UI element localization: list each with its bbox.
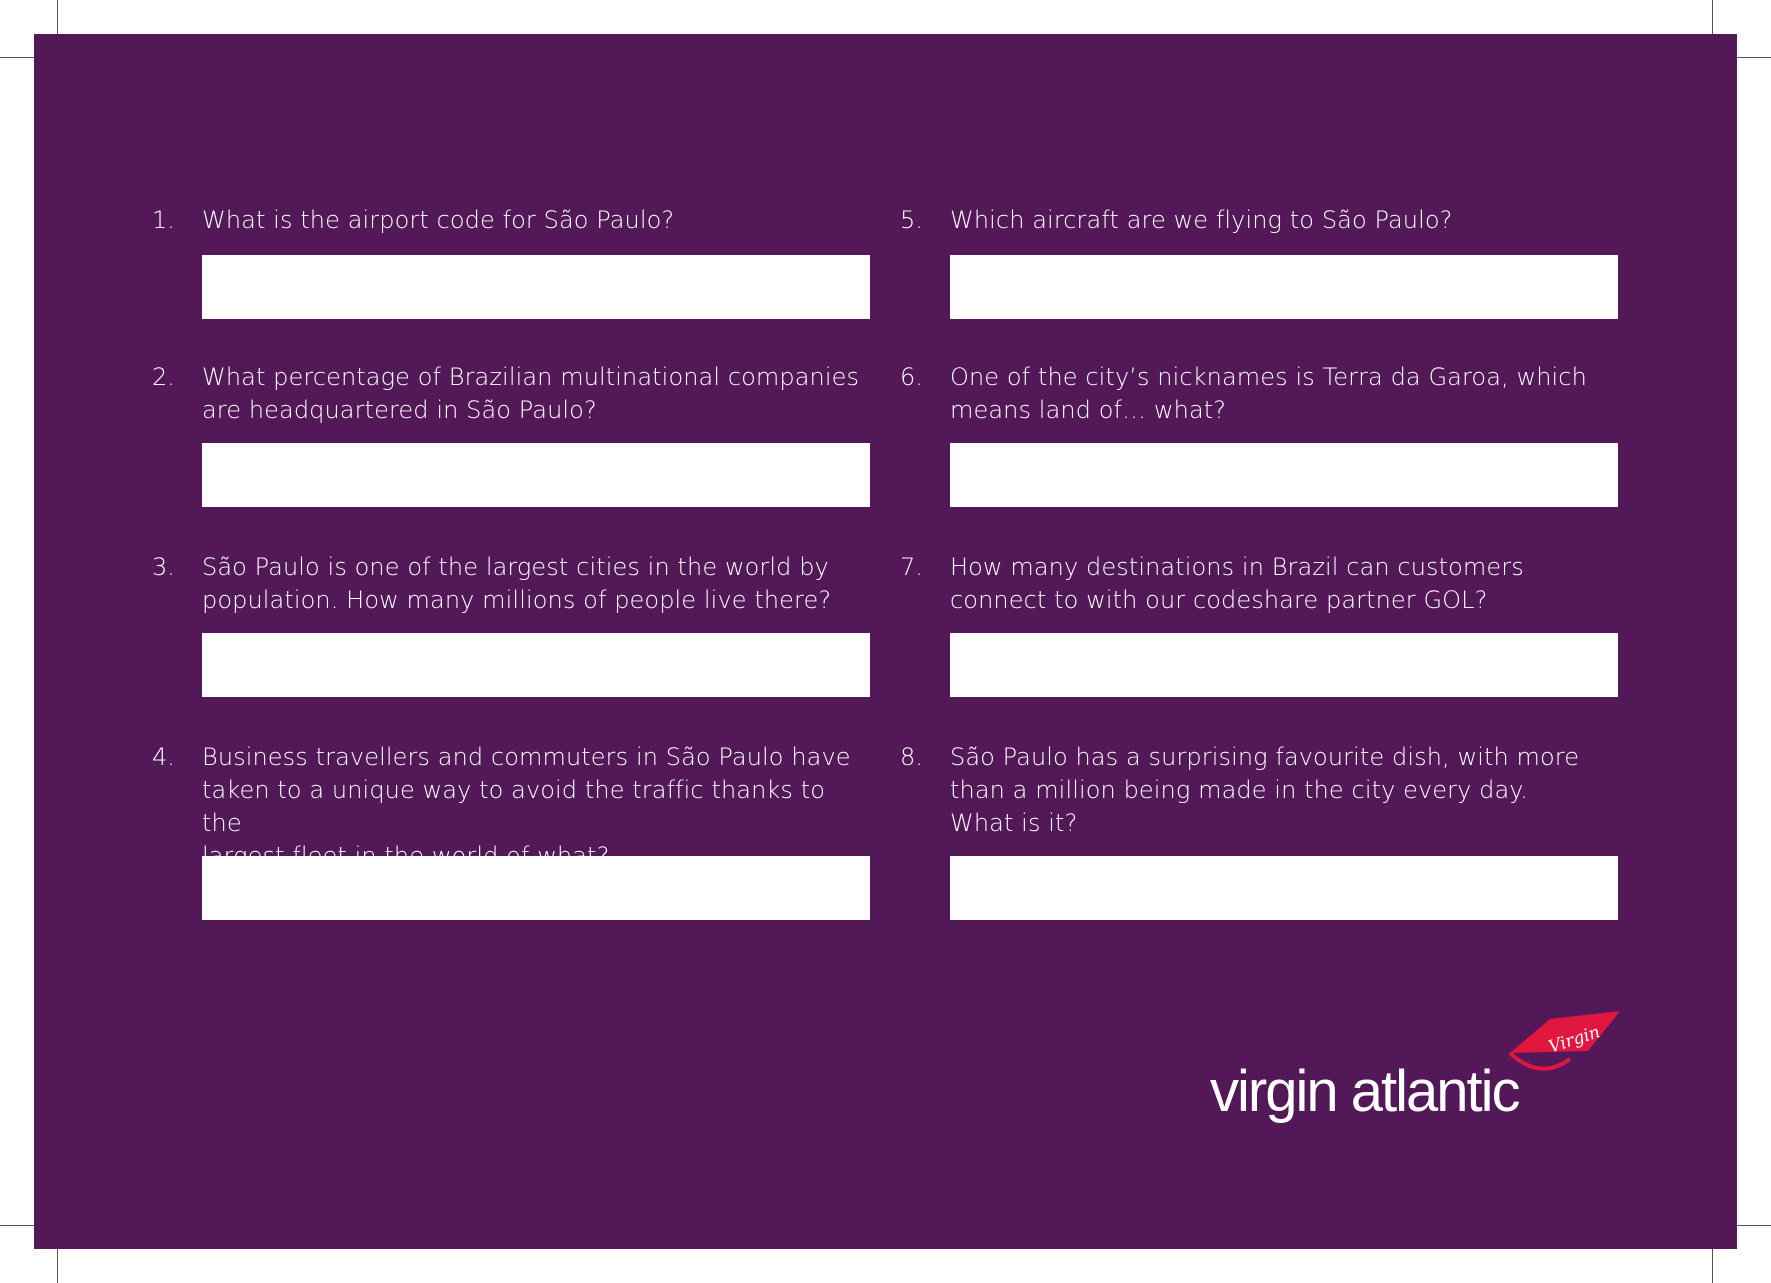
logo-badge-text: Virgin <box>1546 1022 1603 1058</box>
crop-mark <box>1731 57 1771 58</box>
question-text: How many destinations in Brazil can customers connect to with our codeshare partner GOL? <box>950 553 1524 614</box>
question-number: 2. <box>152 363 175 391</box>
crop-mark <box>1731 1225 1771 1226</box>
answer-field-8[interactable] <box>950 856 1618 920</box>
answer-field-4[interactable] <box>202 856 870 920</box>
question-number: 4. <box>152 743 175 771</box>
question-number: 6. <box>900 363 923 391</box>
question-text: São Paulo is one of the largest cities in the world by population. How many millions of people live there? <box>202 553 832 614</box>
question-text: One of the city’s nicknames is Terra da Garoa, which means land of… what? <box>950 363 1587 424</box>
question-text: What is the airport code for São Paulo? <box>202 206 675 234</box>
question-text: São Paulo has a surprising favourite dish, with more than a million being made in the city every day. What is it? <box>950 743 1580 837</box>
crop-mark <box>1712 1243 1713 1283</box>
answer-field-6[interactable] <box>950 443 1618 507</box>
answer-field-5[interactable] <box>950 255 1618 319</box>
question-number: 1. <box>152 206 175 234</box>
question-number: 3. <box>152 553 175 581</box>
question-number: 5. <box>900 206 923 234</box>
answer-field-2[interactable] <box>202 443 870 507</box>
question-text: Which aircraft are we flying to São Paulo? <box>950 206 1453 234</box>
question-text: Business travellers and commuters in São Paulo have taken to a unique way to avoid the traffic thanks to the <box>202 743 851 837</box>
crop-mark <box>57 1243 58 1283</box>
virgin-atlantic-logo <box>1210 1011 1635 1151</box>
question-number: 8. <box>900 743 923 771</box>
logo-wordmark: virgin atlantic <box>1210 1059 1519 1124</box>
answer-field-1[interactable] <box>202 255 870 319</box>
question-number: 7. <box>900 553 923 581</box>
answer-field-7[interactable] <box>950 633 1618 697</box>
question-text: What percentage of Brazilian multinational companies are headquartered in São Paulo? <box>202 363 860 424</box>
answer-field-3[interactable] <box>202 633 870 697</box>
